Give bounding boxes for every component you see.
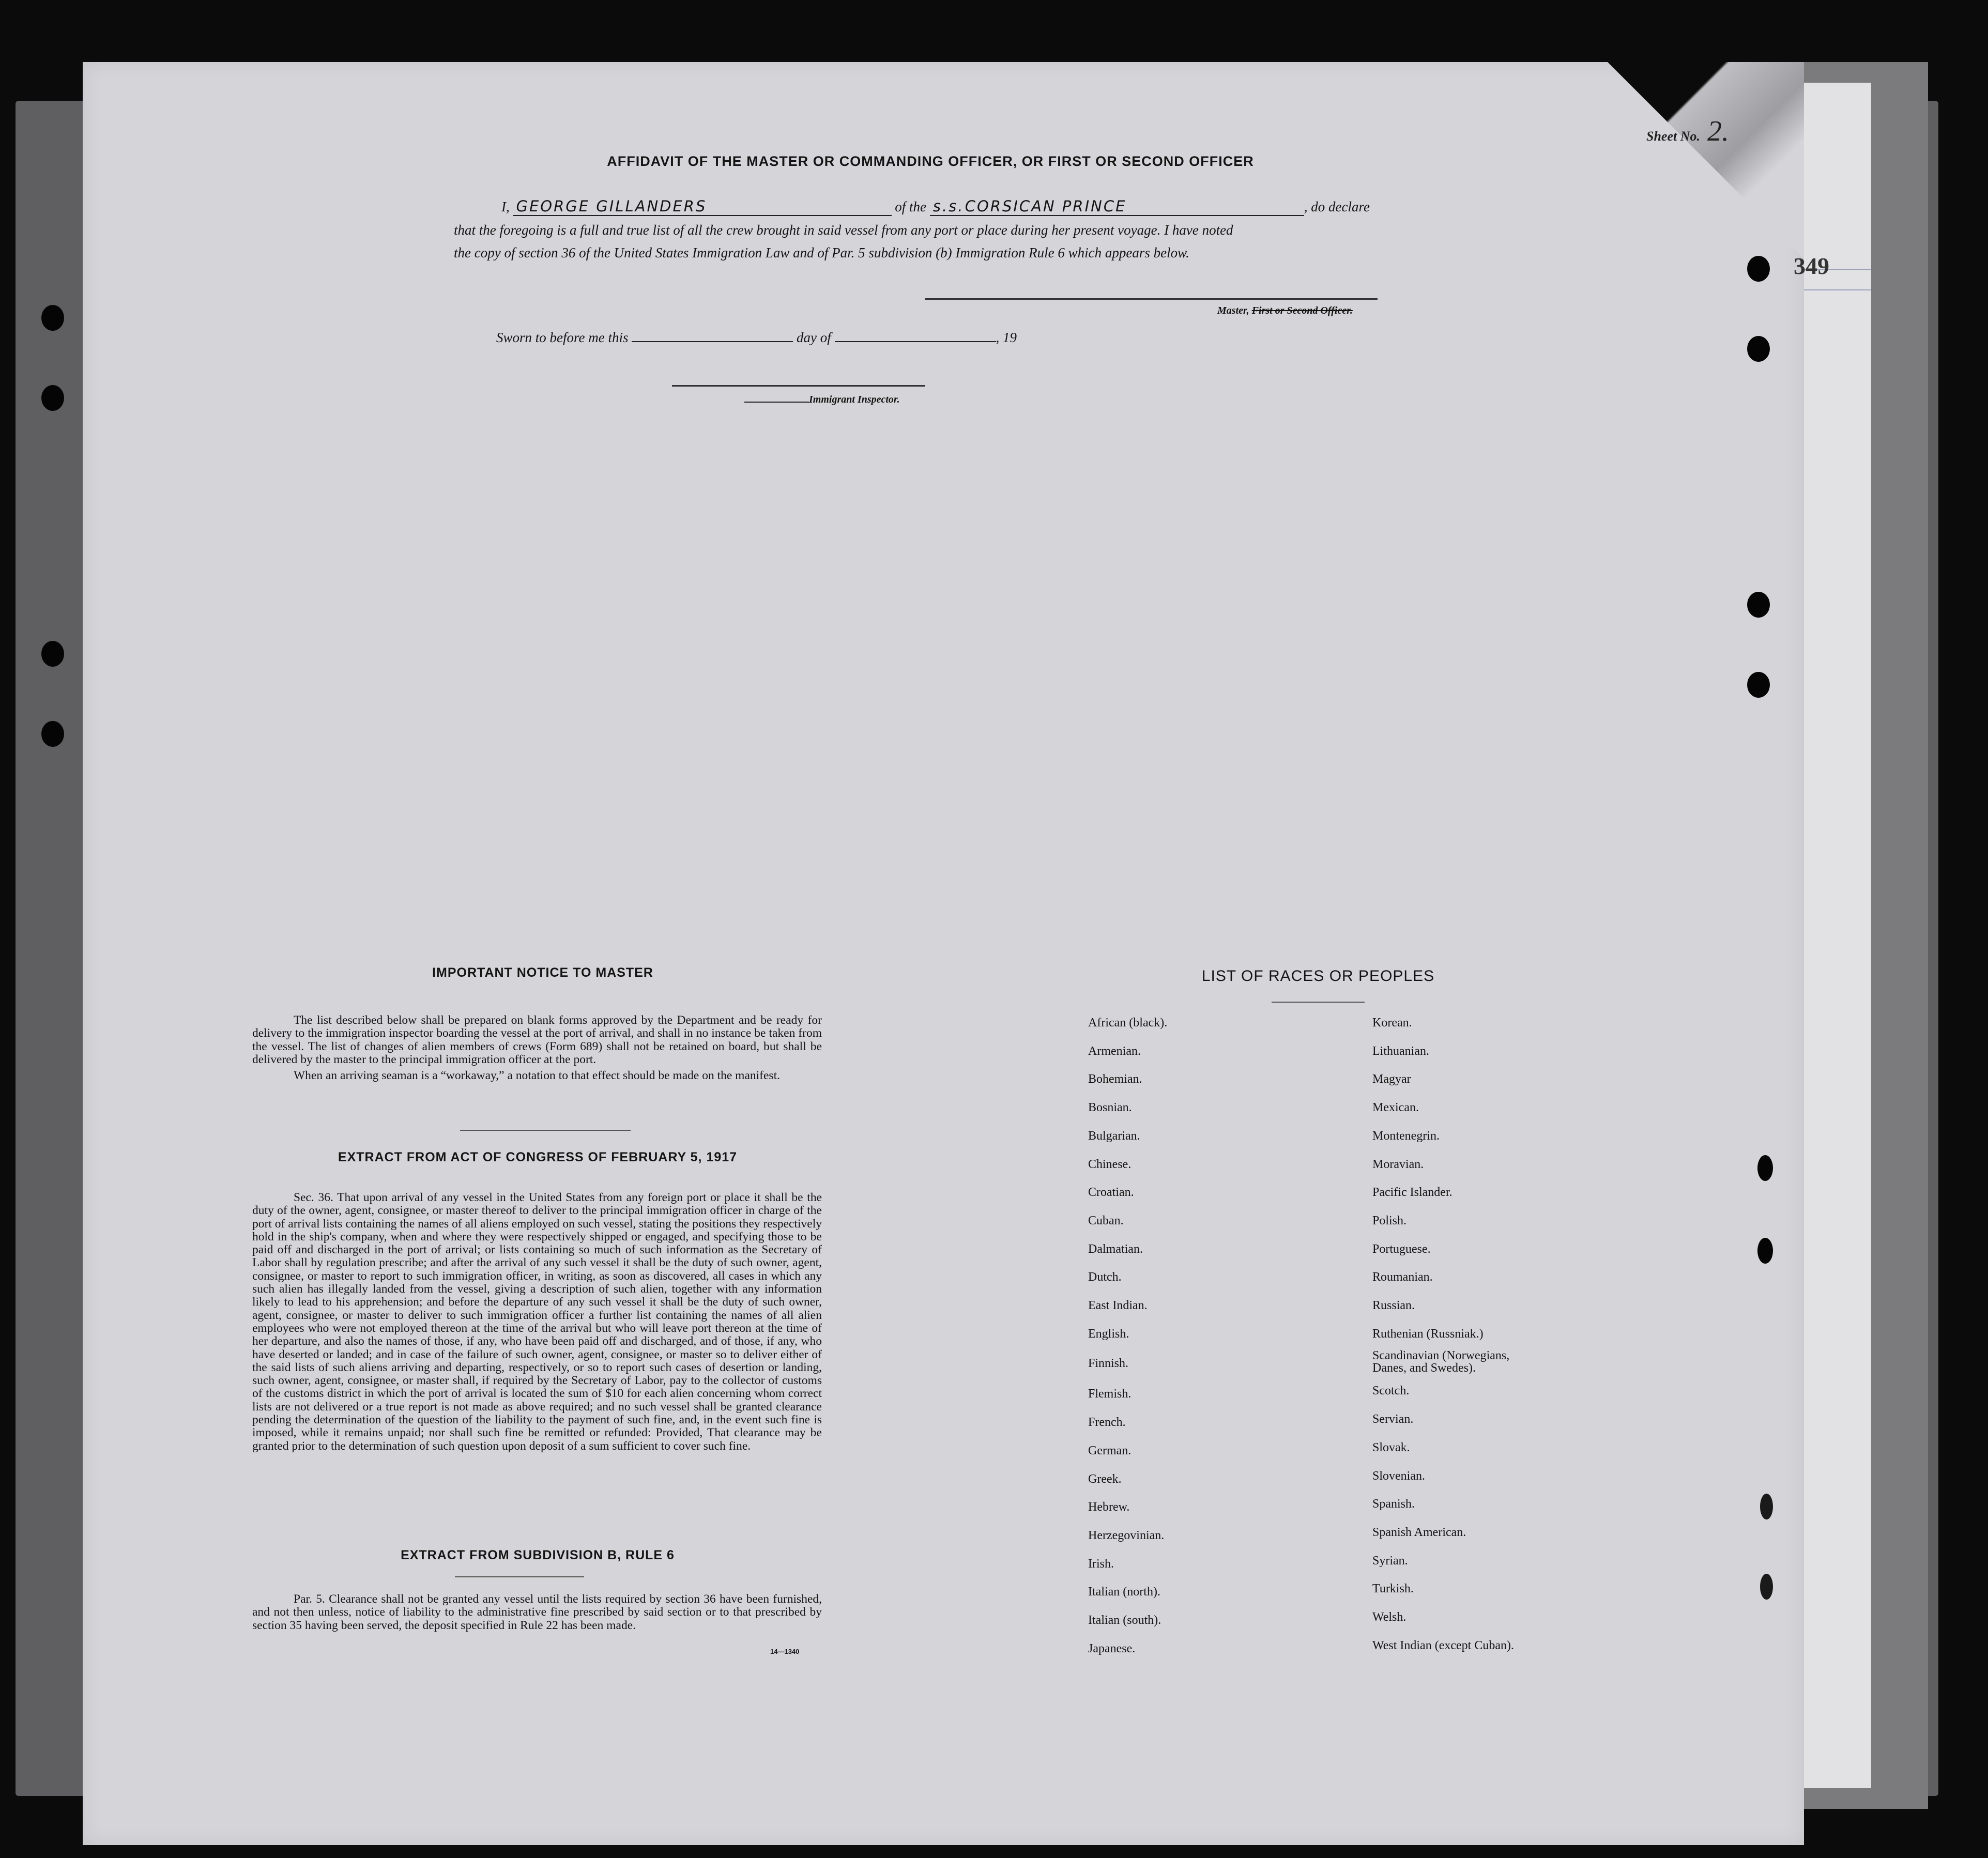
ledger-rule (1799, 289, 1871, 290)
race-item: Finnish. (1088, 1357, 1129, 1371)
race-item: Portuguese. (1372, 1242, 1431, 1256)
race-item: Ruthenian (Russniak.) (1372, 1327, 1484, 1341)
affidavit-text-line: that the foregoing is a full and true list of all the crew brought in said vessel from any port or place during her present voyage. I have noted (454, 222, 1233, 238)
punch-hole (1757, 1155, 1773, 1181)
race-item: Herzegovinian. (1088, 1528, 1165, 1542)
divider (460, 1130, 631, 1131)
race-item: Chinese. (1088, 1157, 1131, 1171)
punch-hole (1747, 336, 1770, 362)
race-item: Magyar (1372, 1072, 1411, 1086)
race-item: Italian (north). (1088, 1585, 1160, 1599)
race-item: German. (1088, 1444, 1131, 1457)
vessel-prefix-field: s.s. (930, 197, 962, 216)
race-item: African (black). (1088, 1016, 1168, 1030)
vessel-name-field: CORSICAN PRINCE (962, 197, 1304, 216)
punch-hole (41, 385, 64, 411)
inspector-signature-line (672, 385, 925, 387)
sheet-number: Sheet No. 2. (1646, 115, 1729, 147)
sworn-line: Sworn to before me this day of , 19 (496, 330, 1017, 345)
punch-hole (1757, 1238, 1773, 1264)
punch-hole (41, 305, 64, 331)
sworn-month-field (835, 341, 996, 342)
race-item: Korean. (1372, 1016, 1412, 1030)
notice-title: IMPORTANT NOTICE TO MASTER (432, 965, 653, 980)
race-item: Bulgarian. (1088, 1129, 1140, 1143)
race-item: Polish. (1372, 1214, 1407, 1227)
race-item: Bohemian. (1088, 1072, 1142, 1086)
master-signature-line (925, 298, 1378, 300)
inspector-signature-label: Immigrant Inspector. (744, 394, 900, 406)
punch-hole (1760, 1574, 1773, 1600)
race-item: Irish. (1088, 1557, 1114, 1571)
page-number: 349 (1794, 253, 1829, 279)
punch-hole (41, 721, 64, 747)
races-title: LIST OF RACES OR PEOPLES (1201, 968, 1435, 985)
race-item: Slovak. (1372, 1440, 1410, 1454)
race-item: Roumanian. (1372, 1270, 1433, 1284)
race-item: Mexican. (1372, 1101, 1419, 1115)
race-item: Dalmatian. (1088, 1242, 1143, 1256)
race-item: French. (1088, 1416, 1126, 1430)
races-right-column (1372, 1009, 1514, 1660)
race-item: Croatian. (1088, 1186, 1134, 1200)
punch-hole (1747, 256, 1770, 282)
divider (455, 1576, 584, 1577)
race-item: East Indian. (1088, 1299, 1148, 1313)
race-item: Turkish. (1372, 1582, 1414, 1596)
master-signature-label: Master, First or Second Officer. (1217, 305, 1353, 316)
divider (1272, 1002, 1365, 1003)
race-item: Flemish. (1088, 1387, 1131, 1401)
sworn-day-field (632, 341, 793, 342)
race-item: English. (1088, 1327, 1129, 1341)
affidavit-text-line: the copy of section 36 of the United States Immigration Law and of Par. 5 subdivision (b) Immigration Rule 6 which appears below. (454, 245, 1189, 260)
race-item: Spanish. (1372, 1497, 1415, 1511)
race-item: Spanish American. (1372, 1525, 1466, 1539)
race-item: Welsh. (1372, 1610, 1406, 1624)
punch-hole (1747, 592, 1770, 618)
form-number: 14—1340 (770, 1648, 800, 1655)
affidavit-title: AFFIDAVIT OF THE MASTER OR COMMANDING OFFICER, OR FIRST OR SECOND OFFICER (607, 153, 1254, 169)
notice-text: The list described below shall be prepared on blank forms approved by the Department and be ready for delivery to the immigration inspector boarding the vessel at the port of arrival, and shall in no instance be taken from the vessel. The list of changes of alien members of crews (Form 689) shall not be retained on board, but shall be delivered by the master to the principal immigration officer at the port. When an arriving seaman is a “workaway,” a notation to that effect should be made on the manifest. (252, 1014, 822, 1083)
extract-act-text: Sec. 36. That upon arrival of any vessel in the United States from any foreign port or place it shall be the duty of the owner, agent, consignee, or master thereof to deliver to the principal immigration officer in charge of the port of arrival lists containing the names of all aliens employed on such vessel, stating the positions they respectively hold in the ship's company, when and where they were respectively shipped or engaged, and specifying those to be paid off and discharged in the port of arrival; or lists containing so much of such information as the Secretary of Labor shall by regulation prescribe; and after the arrival of any such vessel it shall be the duty of such owner, agent, consignee, or master to report to such immigration officer, in writing, as soon as discovered, all cases in which any such alien has illegally landed from the vessel, giving a description of such alien, together with any information likely to lead to his apprehension; and before the departure of any such vessel it shall be the duty of such owner, agent, consignee, or master to deliver to such immigration officer a further list containing the names of all alien employees who were not employed thereon at the time of the arrival but who will leave port thereon at the time of her departure, and also the names of those, if any, who have been paid off and discharged, and of those, if any, who have deserted or landed; and in case of the failure of such owner, agent, consignee, or master so to deliver either of the said lists of such aliens arriving and departing, respectively, or so to report such cases of desertion or landing, such owner, agent, consignee, or master shall, if required by the Secretary of Labor, pay to the collector of customs of the customs district in which the port of arrival is located the sum of $10 for each alien concerning whom correct lists are not delivered or a true report is not made as above required; and no such vessel shall be granted clearance pending the determination of the question of the liability to the payment of such fine, and, in the event such fine is imposed, while it remains unpaid; nor shall such fine be remitted or refunded: Provided, That clearance may be granted prior to the determination of such question upon deposit of a sum sufficient to cover such fine. (252, 1191, 822, 1453)
race-item: Greek. (1088, 1472, 1122, 1486)
race-item: Cuban. (1088, 1214, 1124, 1227)
race-item: Moravian. (1372, 1157, 1424, 1171)
punch-hole (41, 641, 64, 667)
affidavit-declaration-line: I, GEORGE GILLANDERS of the s.s.CORSICAN PRINCE , do declare (501, 197, 1370, 215)
race-item: Japanese. (1088, 1641, 1136, 1655)
race-item: Scandinavian (Norwegians, Danes, and Swedes). (1372, 1349, 1510, 1375)
extract-rule-title: EXTRACT FROM SUBDIVISION B, RULE 6 (401, 1548, 675, 1562)
master-name-field: GEORGE GILLANDERS (513, 197, 892, 216)
race-item: West Indian (except Cuban). (1372, 1638, 1514, 1652)
race-item: Servian. (1372, 1412, 1414, 1426)
race-item: Slovenian. (1372, 1469, 1425, 1483)
race-item: Italian (south). (1088, 1614, 1161, 1627)
race-item: Montenegrin. (1372, 1129, 1440, 1143)
race-item: Armenian. (1088, 1044, 1141, 1058)
race-item: Bosnian. (1088, 1101, 1132, 1115)
race-item: Dutch. (1088, 1270, 1122, 1284)
punch-hole (1760, 1494, 1773, 1519)
race-item: Lithuanian. (1372, 1044, 1429, 1058)
punch-hole (1747, 672, 1770, 698)
extract-rule-text: Par. 5. Clearance shall not be granted any vessel until the lists required by section 36 have been furnished, and not then unless, notice of liability to the administrative fine prescribed by said section or to that prescribed by section 35 having been served, the deposit specified in Rule 22 has been made. (252, 1592, 822, 1632)
extract-act-title: EXTRACT FROM ACT OF CONGRESS OF FEBRUARY 5, 1917 (338, 1150, 738, 1164)
race-item: Hebrew. (1088, 1500, 1130, 1514)
races-left-column (1088, 1009, 1167, 1663)
race-item: Pacific Islander. (1372, 1186, 1452, 1200)
race-item: Russian. (1372, 1299, 1415, 1313)
race-item: Syrian. (1372, 1554, 1408, 1568)
race-item: Scotch. (1372, 1384, 1410, 1398)
